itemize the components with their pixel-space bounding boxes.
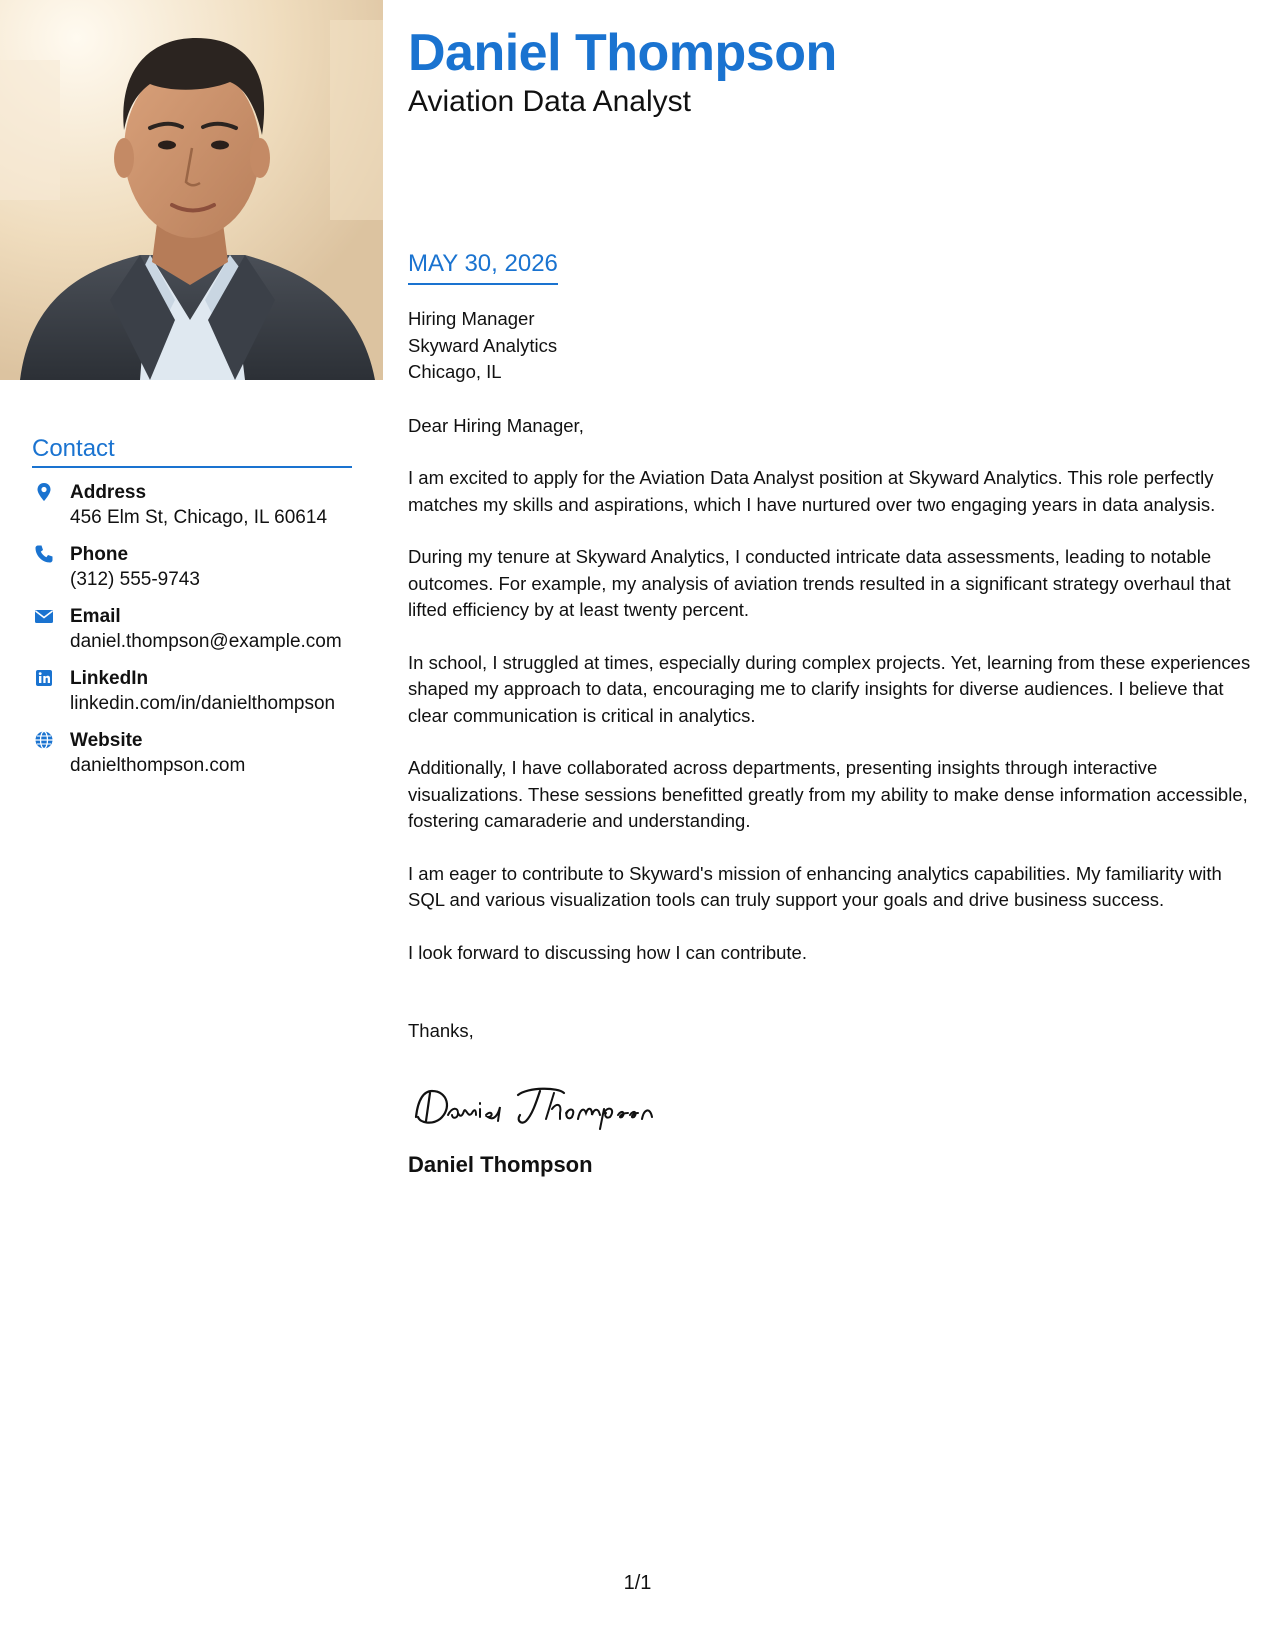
contact-website — [32, 728, 352, 778]
linkedin-icon — [34, 668, 54, 688]
body-paragraph: During my tenure at Skyward Analytics, I conducted intricate data assessments, leading to notable outcomes. For example, my analysis of aviation trends resulted in a significant strategy overhaul that lifted efficiency by at least twenty percent. — [408, 546, 1231, 620]
handwritten-signature — [408, 1079, 668, 1131]
contact-heading: Contact — [32, 434, 352, 468]
recipient-block — [408, 306, 1253, 386]
linkedin-value[interactable]: linkedin.com/in/danielthompson — [70, 693, 336, 714]
address-label: Address — [70, 482, 147, 503]
body-paragraph: In school, I struggled at times, especially during complex projects. Yet, learning from these experiences shaped my approach to data, encouraging me to clarify insights for diverse audiences. I believe that clear communication is critical in analytics. — [408, 651, 1251, 726]
envelope-icon — [34, 606, 54, 626]
recipient-title: Hiring Manager — [408, 308, 535, 329]
signature — [408, 1079, 1253, 1131]
contact-list — [32, 480, 352, 778]
recipient-company: Skyward Analytics — [408, 334, 558, 356]
letter-date: MAY 30, 2026 — [408, 248, 558, 285]
website-value[interactable]: danielthompson.com — [70, 755, 246, 776]
phone-icon — [34, 544, 54, 564]
address-value: 456 Elm St, Chicago, IL 60614 — [70, 507, 328, 528]
phone-value[interactable]: (312) 555-9743 — [70, 569, 200, 590]
contact-email — [32, 604, 352, 654]
contact-linkedin — [32, 666, 352, 716]
location-pin-icon — [34, 482, 54, 502]
body-paragraph: I am eager to contribute to Skyward's mission of enhancing analytics capabilities. My familiarity with SQL and various visualization tools can truly support your goals and drive business success. — [408, 862, 1222, 910]
applicant-name: Daniel Thompson — [408, 24, 837, 82]
globe-icon — [34, 730, 54, 750]
body-paragraph: Additionally, I have collaborated across departments, presenting insights through interactive visualizations. These sessions benefitted greatly from my ability to make dense information accessible, fostering camaraderie and understanding. — [408, 757, 1248, 831]
contact-sidebar — [32, 434, 352, 790]
profile-photo — [0, 0, 383, 380]
signed-name: Daniel Thompson — [408, 1151, 593, 1177]
website-label: Website — [70, 730, 143, 751]
portrait-image — [0, 0, 383, 380]
body-paragraph: I am excited to apply for the Aviation Data Analyst position at Skyward Analytics. This role perfectly matches my skills and aspirations, which I have nurtured over two engaging years in data analysis. — [408, 467, 1216, 515]
page-number: 1/1 — [623, 1572, 652, 1594]
contact-address — [32, 480, 352, 530]
contact-phone — [32, 542, 352, 592]
letter-body — [408, 306, 1253, 1179]
recipient-location: Chicago, IL — [408, 361, 502, 382]
job-title: Aviation Data Analyst — [408, 85, 691, 118]
email-value[interactable]: daniel.thompson@example.com — [70, 631, 342, 652]
closing: Thanks, — [408, 1020, 474, 1041]
salutation: Dear Hiring Manager, — [408, 414, 584, 436]
email-label: Email — [70, 606, 121, 627]
phone-label: Phone — [70, 544, 129, 565]
linkedin-label: LinkedIn — [70, 668, 149, 689]
body-paragraph: I look forward to discussing how I can contribute. — [408, 941, 807, 963]
